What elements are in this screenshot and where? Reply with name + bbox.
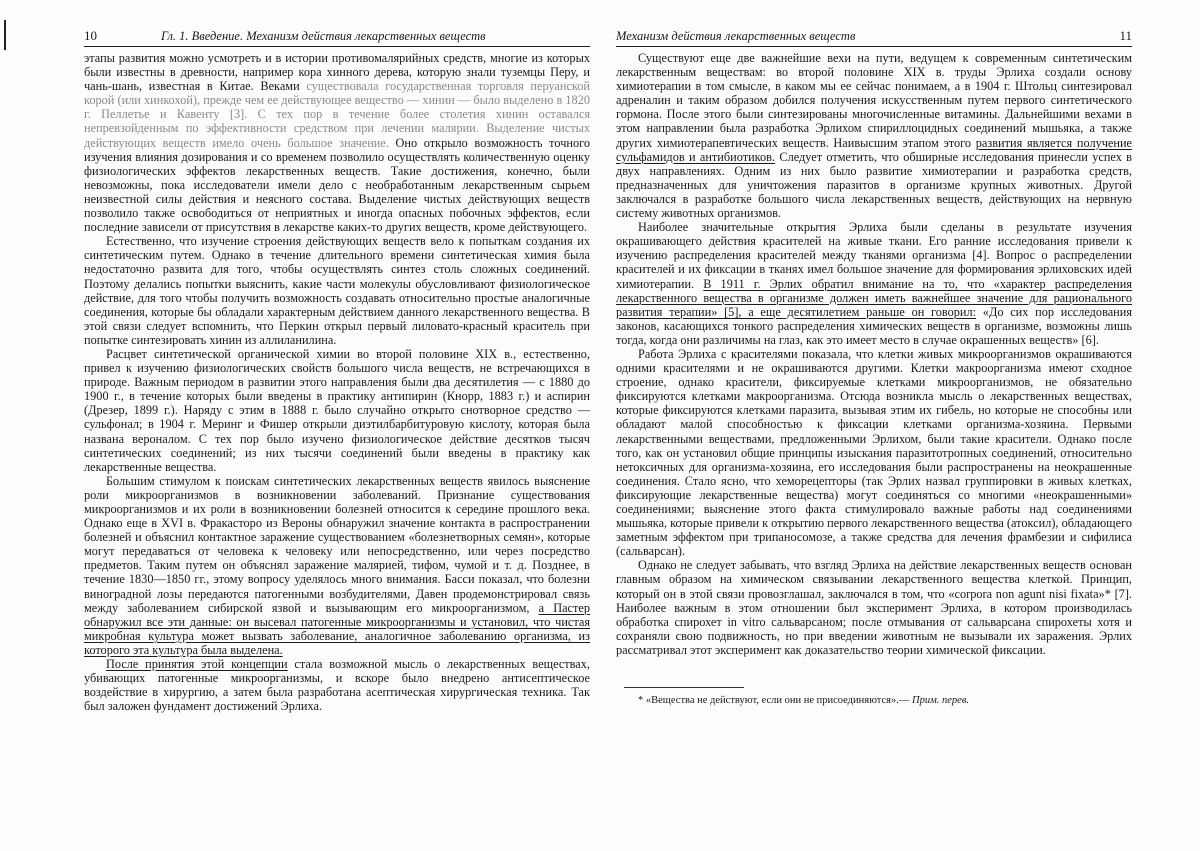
right-paragraph-3: Работа Эрлиха с красителями показала, что клетки живых микроорганизмов окрашиваются одними красителями и не окрашиваются другими. Клетки макроорганизма имеют сходное строение, однако красители, фиксируемые клетками микроорганизмов, не обязательно фиксируются клетками макроорганизма. Отсюда возникла мысль о лекарственных веществах, которые фиксируются клетками паразита, вызывая этим их гибель, но которые не способны или обладают малой способностью к фиксации клетками организма-хозяина. Первыми лекарственными веществами, предложенными Эрлихом, были такие красители. Однако после того, как он установил общие принципы изыскания паразитотропных соединений, относительно нетоксичных для организма-хозяина, его исследования были распространены на неокрашенные соединения. Стало ясно, что хеморецепторы (так Эрлих назвал группировки в живых клетках, фиксирующие лекарственные вещества) могут соединяться со многими «неокрашенными» соединениями; выяснение этого факта стимулировало важные работы над соединениями мышьяка, которые привели к открытию первого лекарственного вещества (атоксил), обладающего заметным эффектом при трипаносомозе, а также средства для лечения фрамбезии и сифилиса (сальварсан). xyxy=(616,346,1132,559)
left-p1-text-a: этапы развития можно усмотреть и в истории противомалярийных средств, многие из которых были известны в древности, например кора хинного дерева, которую знали туземцы Перу, и чань-шань, известная в Китае. Веками xyxy=(84,51,590,94)
right-paragraph-2 xyxy=(616,220,1132,347)
left-running-head xyxy=(84,28,590,47)
left-body-text xyxy=(84,51,590,713)
left-paragraph-4 xyxy=(84,474,590,657)
left-p5-text-b: стала возможной мысль о лекарственных веществах, убивающих патогенные микроорганизмы, и вскоре было внедрено антисептическое воздействие в хирургию, а затем была разработана асептическая хирургическая техника. Так был заложен фундамент достижений Эрлиха. xyxy=(84,657,590,714)
right-running-title: Механизм действия лекарственных веществ xyxy=(616,29,856,43)
left-p1-text-b: Оно открыло возможность точного изучения влияния дозирования и со временем позволило осуществлять количественную оценку физиологических эффектов лекарственных веществ. Такие достижения, конечно, были невозможны, пока исследователи имели дело с необработанным лекарственным сырьем неизвестной силы действия и неясного состава. Выделение чистых действующих веществ позволило также освободиться от неприятных и иногда опасных побочных эффектов, если последние зависели от присутствия в лекарстве каких-то других веществ, кроме действующего. xyxy=(84,135,590,235)
binding-mark xyxy=(4,20,6,50)
footnote-rule xyxy=(624,687,744,688)
right-p2-underlined-text: В 1911 г. Эрлих обратил внимание на то, что «характер распределения лекарственного вещества в организме должен иметь важнейшее значение для рационального развития терапии» [5], а еще десятилетием раньше он говорил: xyxy=(616,276,1132,319)
right-paragraph-4: Однако не следует забывать, что взгляд Эрлиха на действие лекарственных веществ основан главным образом на химическом связывании лекарственного вещества клеткой. Принцип, который он в этой связи провозглашал, заключался в том, что «corpora non agunt nisi fixata»* [7]. Наиболее важным в этом отношении был эксперимент Эрлиха, в котором производилась обработка спирохет in vitro сальварсаном; после отмывания от сальварсана спирохеты хотя и сохраняли свою подвижность, но при введении животным не вызывали их заражения. Эрлих рассматривал этот эксперимент как доказательство теории химической фиксации. xyxy=(616,558,1132,657)
right-running-head xyxy=(616,28,1132,47)
right-paragraph-1 xyxy=(616,51,1132,220)
left-p4-underlined-text: а Пастер обнаружил все эти данные: он высевал патогенные микроорганизмы и установил, что чистая микробная культура может вызвать заболевание, аналогичное заболеванию организма, из которого эта культура была выделена. xyxy=(84,600,590,657)
right-p1-text-b: Следует отметить, что обширные исследования принесли успех в двух направлениях. Одним из них было развитие химиотерапии и разработка средств, предназначенных для уничтожения паразитов в организме крупных животных. Другой заключался в разработке большого числа лекарственных веществ, действующих на нервную систему животных организмов. xyxy=(616,149,1132,221)
left-running-title: Гл. 1. Введение. Механизм действия лекарственных веществ xyxy=(161,29,486,43)
left-paragraph-1 xyxy=(84,51,590,234)
footnote-attribution: Прим. перев. xyxy=(911,695,970,707)
left-p1-faded-text: существовала государственная торговля перуанской корой (или хинкохой), прежде чем ее действующее вещество — хинин — было выделено в 1820 г. Пеллетье и Кавенту [3]. С тех пор в течение более столетия хинин оставался непревзойденным по эффективности средством при лечении малярии. Выделение чистых действующих веществ имело очень большое значение. xyxy=(84,79,590,150)
left-page xyxy=(22,0,600,851)
footnote-text: * «Вещества не действуют, если они не присоединяются».— xyxy=(638,695,912,707)
right-page xyxy=(600,0,1190,851)
right-p1-text-a: Существуют еще две важнейшие вехи на пути, ведущем к современным синтетическим лекарственным веществам: во второй половине XIX в. труды Эрлиха создали основу химиотерапии в том смысле, в каком мы ее сейчас понимаем, а в 1904 г. Штольц синтезировал адреналин и таким образом добился получения искусственным путем первого синтетического гормона. После этого были синтезированы многочисленные витамины. Дальнейшими вехами в этом направлении была разработка Эрлихом спириллоцидных соединений мышьяка, а также других химиотерапевтических веществ. Наивысшим этапом этого xyxy=(616,51,1132,150)
right-p2-text-b: «До сих пор исследования законов, касающихся тонкого распределения химических веществ в организме, возможны лишь тогда, когда они различимы на глаз, как это имеет место в случае окрашенных веществ» [6]. xyxy=(616,304,1132,347)
left-page-number: 10 xyxy=(84,28,97,43)
right-p2-text-a: Наиболее значительные открытия Эрлиха были сделаны в результате изучения окрашивающего действия красителей на живые ткани. Его ранние исследования привели к изучению распределения красителей между тканями организма [4]. Вопрос о распределении красителей и их фиксации в тканях имел большое значение для формирования эрлиховских идей химиотерапии. xyxy=(616,220,1132,291)
right-page-number: 11 xyxy=(1119,28,1132,43)
right-p1-underlined-text: развития является получение сульфамидов и антибиотиков. xyxy=(616,135,1132,164)
left-paragraph-2: Естественно, что изучение строения действующих веществ вело к попыткам создания их синтетическим путем. Однако в течение длительного времени синтетическая химия была недостаточно развита для того, чтобы осуществлять синтез столь сложных соединений. Поэтому делались попытки выяснить, какие части молекулы обусловливают физиологическое действие, для того чтобы получить возможность создавать относительно простые аналогичные соединения, которые бы обладали характерным действием данного лекарственного вещества. В этой связи следует вспомнить, что Перкин открыл первый лиловато-красный краситель при попытке синтезировать хинин из аллиланилина. xyxy=(84,234,590,347)
right-body-text xyxy=(616,51,1132,657)
footnote xyxy=(616,694,1132,707)
left-p4-text-a: Большим стимулом к поискам синтетических лекарственных веществ явилось выяснение роли микроорганизмов в возникновении заболеваний. Признание существования микроорганизмов и их роли в возникновении болезней относится к середине прошлого века. Однако еще в XVI в. Фракасторо из Вероны обнаружил значение контакта в распространении болезней и объяснил контактное заражение существованием «болезнетворных семян», которые могут передаваться от человека к человеку или непосредственно, или через посредство предметов. Таким путем он объяснял заражение малярией, тифом, чумой и т. д. Позднее, в течение 1830—1850 гг., этому вопросу уделялось много внимания. Басси показал, что болезни виноградной лозы передаются патогенными возбудителями, Давен продемонстрировал связь между заболеванием сибирской язвой и вызывающим его микроорганизмом, xyxy=(84,473,590,615)
left-p5-underlined-text: После принятия этой концепции xyxy=(106,657,288,672)
left-paragraph-3: Расцвет синтетической органической химии во второй половине XIX в., естественно, привел к изучению физиологических свойств большого числа веществ, не встречающихся в природе. Важным периодом в развитии этого направления были два десятилетия — с 1880 до 1900 г., в течение которых были введены в практику антипирин (Кнорр, 1883 г.) и аспирин (Дрезер, 1899 г.). Наряду с этим в 1888 г. было случайно открыто снотворное средство — сульфонал; в 1904 г. Меринг и Фишер открыли диэтилбарбитуровую кислоту, которая была названа вероналом. С тех пор было изучено физиологическое действие десятков тысяч синтетических соединений; из них тысячи соединений были введены в практику как лекарственные вещества. xyxy=(84,346,590,474)
left-paragraph-5 xyxy=(84,657,590,713)
